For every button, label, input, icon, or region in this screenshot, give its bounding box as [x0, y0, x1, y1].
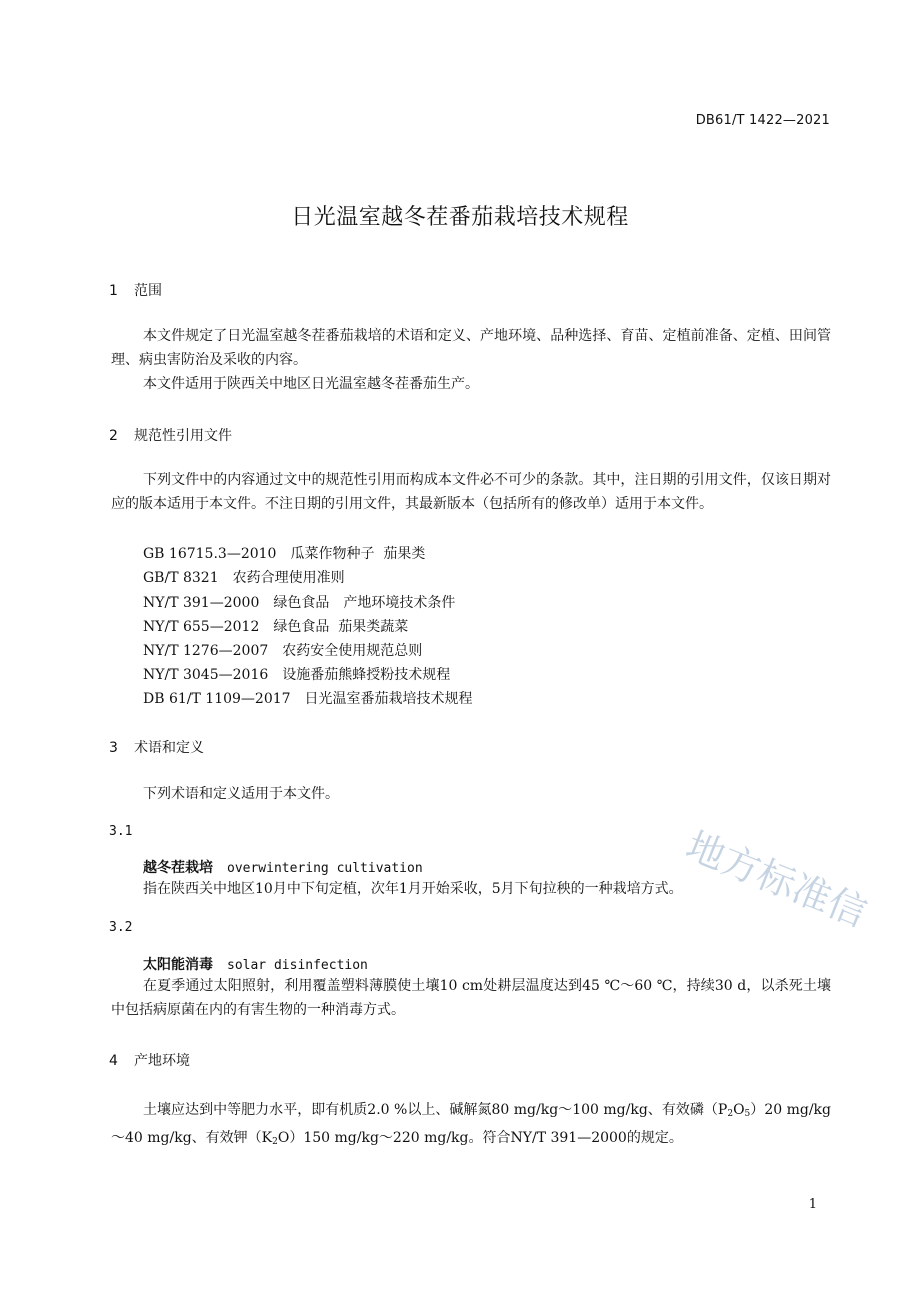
section-number: 2	[109, 428, 118, 444]
text-run: O	[733, 1102, 745, 1118]
section-title: 术语和定义	[134, 740, 204, 756]
reference-item: NY/T 655—2012 绿色食品 茄果类蔬菜	[143, 619, 409, 635]
section-3-heading	[109, 737, 204, 757]
subscript: 2	[727, 1109, 734, 1119]
section-4-paragraph-1	[111, 1098, 831, 1154]
section-1-paragraph-1: 本文件规定了日光温室越冬茬番茄栽培的术语和定义、产地环境、品种选择、育苗、定植前准备、定植、田间管理、病虫害防治及采收的内容。	[111, 328, 831, 368]
term-3-2-title	[143, 954, 368, 974]
section-title: 产地环境	[134, 1053, 190, 1069]
section-1-heading	[109, 280, 162, 300]
term-english: solar disinfection	[227, 958, 368, 973]
section-title: 规范性引用文件	[134, 428, 232, 444]
section-1-paragraph-2: 本文件适用于陕西关中地区日光温室越冬茬番茄生产。	[143, 376, 479, 392]
term-3-2-number: 3.2	[109, 920, 133, 935]
reference-item: NY/T 1276—2007 农药安全使用规范总则	[143, 643, 423, 659]
text-run: ）20 mg/kg～40 mg/kg、有效钾（K	[111, 1102, 832, 1146]
page-number: 1	[808, 1197, 817, 1212]
section-number: 1	[109, 283, 118, 299]
reference-item: NY/T 391—2000 绿色食品 产地环境技术条件	[143, 595, 456, 611]
section-2-heading	[109, 425, 232, 445]
section-number: 4	[109, 1053, 118, 1069]
term-chinese: 太阳能消毒	[143, 957, 213, 973]
watermark: 地方标准信	[680, 823, 873, 936]
term-3-1-number: 3.1	[109, 824, 133, 839]
section-2-paragraph-1: 下列文件中的内容通过文中的规范性引用而构成本文件必不可少的条款。其中，注日期的引用文件，仅该日期对应的版本适用于本文件。不注日期的引用文件，其最新版本（包括所有的修改单）适用于本文件。	[111, 472, 831, 512]
term-3-1-title	[143, 857, 423, 877]
subscript: 2	[272, 1137, 278, 1147]
section-number: 3	[109, 740, 118, 756]
text-run: O）150 mg/kg～220 mg/kg。符合NY/T 391—2000的规定。	[277, 1130, 683, 1146]
subscript: 5	[744, 1109, 751, 1119]
term-3-2-definition: 在夏季通过太阳照射，利用覆盖塑料薄膜使土壤10 cm处耕层温度达到45 ℃～60 ℃，持续30 d，以杀死土壤中包括病原菌在内的有害生物的一种消毒方式。	[111, 978, 831, 1018]
section-title: 范围	[134, 283, 162, 299]
document-title: 日光温室越冬茬番茄栽培技术规程	[291, 205, 629, 230]
term-3-1-definition: 指在陕西关中地区10月中下旬定植，次年1月开始采收，5月下旬拉秧的一种栽培方式。	[143, 881, 683, 897]
standard-code: DB61/T 1422—2021	[695, 113, 830, 128]
reference-item: DB 61/T 1109—2017 日光温室番茄栽培技术规程	[143, 691, 473, 707]
reference-item: GB 16715.3—2010 瓜菜作物种子 茄果类	[143, 546, 426, 562]
reference-item: GB/T 8321 农药合理使用准则	[143, 570, 345, 586]
term-english: overwintering cultivation	[227, 861, 423, 876]
section-3-paragraph-1: 下列术语和定义适用于本文件。	[143, 786, 339, 802]
term-chinese: 越冬茬栽培	[143, 860, 213, 876]
section-4-heading	[109, 1050, 190, 1070]
text-run: 土壤应达到中等肥力水平，即有机质2.0 %以上、碱解氮80 mg/kg～100 mg/kg、有效磷（P	[143, 1102, 728, 1118]
reference-item: NY/T 3045—2016 设施番茄熊蜂授粉技术规程	[143, 667, 451, 683]
